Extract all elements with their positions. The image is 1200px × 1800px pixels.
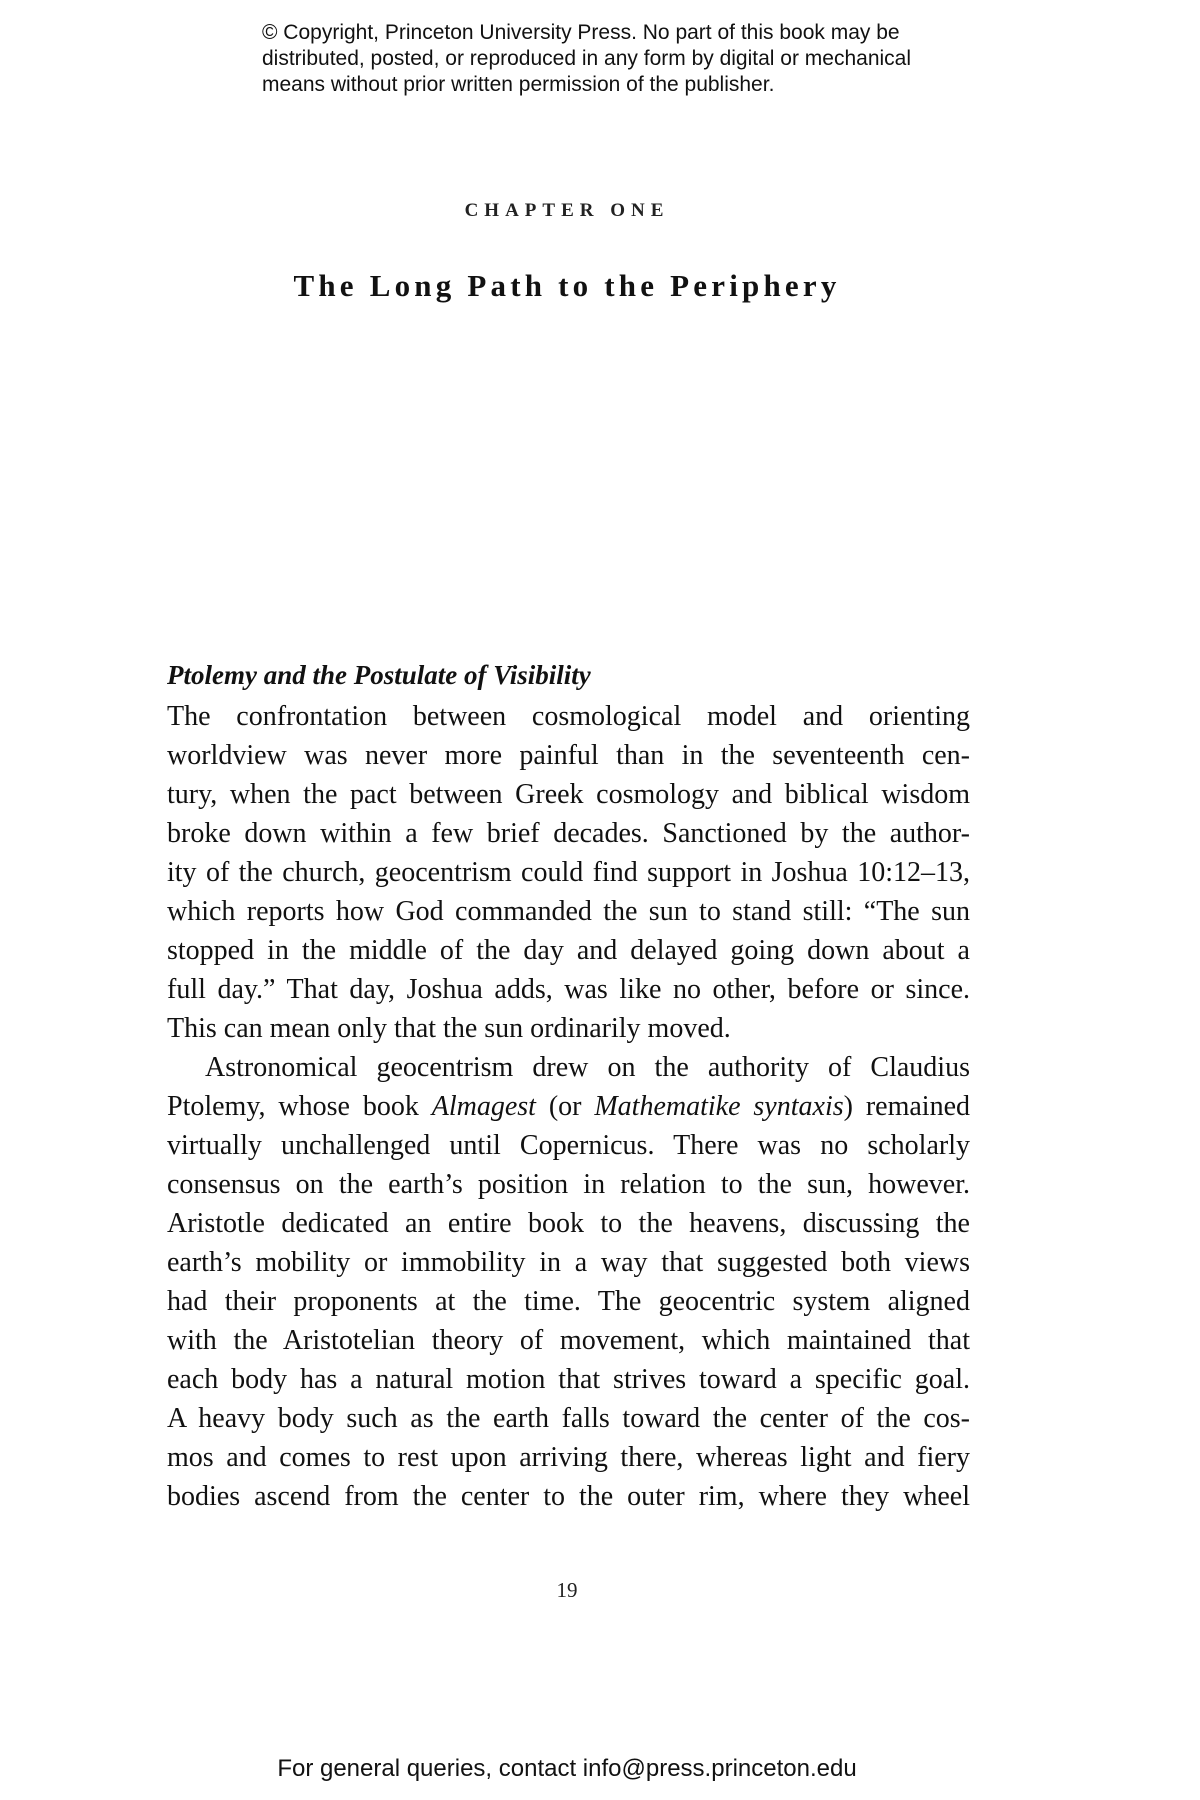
text-line: A heavy body such as the earth falls toward the center of the cos- (167, 1403, 970, 1434)
text-line: The confrontation between cosmological model and orienting (167, 701, 970, 732)
section-heading: Ptolemy and the Postulate of Visibility (167, 660, 591, 690)
text-line: mos and comes to rest upon arriving there, whereas light and fiery (167, 1442, 970, 1473)
text-line: with the Aristotelian theory of movement, which maintained that (167, 1325, 970, 1356)
chapter-label: CHAPTER ONE (464, 200, 670, 221)
text-line: consensus on the earth’s position in relation to the sun, however. (167, 1169, 970, 1200)
text-line: This can mean only that the sun ordinarily moved. (167, 1013, 731, 1044)
text-line: broke down within a few brief decades. Sanctioned by the author- (167, 818, 970, 849)
text-line: worldview was never more painful than in the seventeenth cen- (167, 740, 970, 771)
copyright-line: distributed, posted, or reproduced in any form by digital or mechanical (262, 47, 912, 70)
text-line: which reports how God commanded the sun to stand still: “The sun (167, 896, 970, 927)
text-line: tury, when the pact between Greek cosmology and biblical wisdom (167, 779, 970, 810)
text-segment: ) remained (843, 1091, 970, 1122)
book-title: Almagest (431, 1091, 536, 1122)
page-number: 19 (556, 1578, 578, 1602)
copyright-line: © Copyright, Princeton University Press. No part of this book may be (262, 21, 900, 44)
text-line: bodies ascend from the center to the outer rim, where they wheel (167, 1481, 970, 1512)
body-text (167, 697, 970, 1516)
footer-contact: For general queries, contact info@press.princeton.edu (277, 1755, 857, 1782)
text-line: Aristotle dedicated an entire book to the heavens, discussing the (167, 1208, 970, 1239)
book-title: Mathematike syntaxis (594, 1091, 844, 1122)
text-line: virtually unchallenged until Copernicus. There was no scholarly (167, 1130, 970, 1161)
text-line: had their proponents at the time. The geocentric system aligned (167, 1286, 970, 1317)
text-line: each body has a natural motion that strives toward a specific goal. (167, 1364, 970, 1395)
copyright-notice (262, 20, 962, 98)
text-line: Astronomical geocentrism drew on the authority of Claudius (205, 1052, 970, 1083)
chapter-title: The Long Path to the Periphery (293, 268, 841, 303)
copyright-line: means without prior written permission of the publisher. (262, 73, 775, 96)
text-line: ity of the church, geocentrism could find support in Joshua 10:12–13, (167, 857, 970, 888)
text-segment: (or (535, 1091, 595, 1122)
text-segment: Ptolemy, whose book (167, 1091, 432, 1122)
text-line: earth’s mobility or immobility in a way that suggested both views (167, 1247, 970, 1278)
text-line: stopped in the middle of the day and delayed going down about a (167, 935, 970, 966)
text-line (167, 1087, 970, 1126)
text-line: full day.” That day, Joshua adds, was like no other, before or since. (167, 974, 970, 1005)
